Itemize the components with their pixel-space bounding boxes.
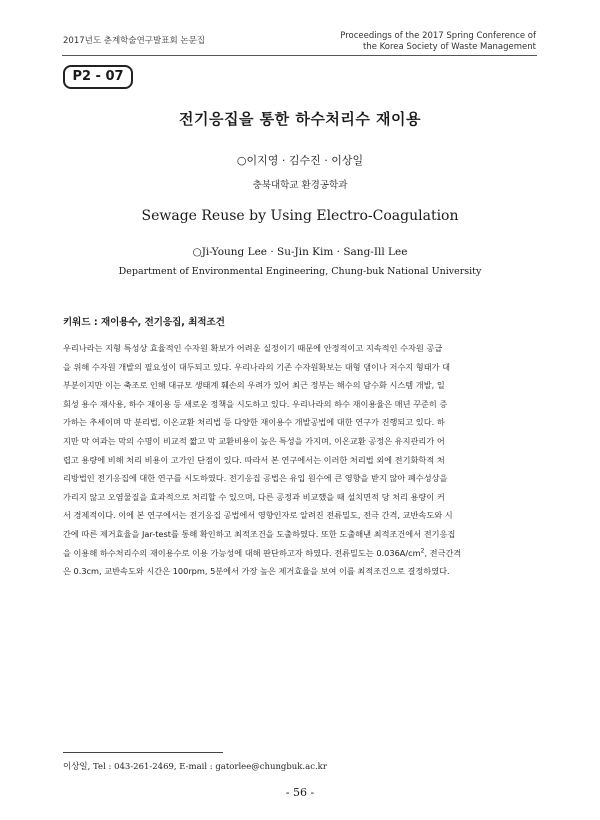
abstract-line: 우리나라는 지형 특성상 효율적인 수자원 확보가 어려운 실정이기 때문에 안정적이고 지속적인 수자원 공급 — [63, 343, 443, 353]
running-header-right — [316, 31, 536, 53]
footnote-contact: 이상일, Tel : 043-261-2469, E-mail : gatorlee@chungbuk.ac.kr — [63, 762, 327, 772]
running-header-right-line2: the Korea Society of Waste Management — [362, 42, 536, 52]
abstract-line: 을 위해 수자원 개발의 필요성이 대두되고 있다. 우리나라의 기존 수자원확보는 대형 댐이나 저수지 형태가 대 — [63, 361, 451, 372]
abstract-line: 은 0.3cm, 교반속도와 시간은 100rpm, 5분에서 가장 높은 제거효율을 보여 이를 최적조건으로 결정하였다. — [63, 566, 450, 577]
abstract-body — [63, 339, 538, 581]
authors-english: ○Ji-Young Lee · Su-Jin Kim · Sang-Ill Lee — [192, 246, 408, 258]
running-header-left: 2017년도 춘계학술연구발표회 논문집 — [63, 36, 205, 46]
affiliation-korean: 충북대학교 환경공학과 — [252, 180, 348, 191]
abstract-line: 부분이지만 이는 축조로 인해 대규모 생태계 훼손의 우려가 있어 최근 정부는 해수의 담수화 시스템 개발, 일 — [63, 380, 445, 391]
abstract-line-tail: , 전극간격 — [424, 547, 462, 558]
abstract-line: 서 경제적이다. 이에 본 연구에서는 전기응집 공법에서 영향인자로 알려진 전류밀도, 전극 간격, 교반속도와 시 — [63, 510, 453, 521]
abstract-line: 가하는 추세이며 막 분리법, 이온교환 처리법 등 다양한 재이용수 개발공법에 대한 연구가 진행되고 있다. 하 — [63, 417, 445, 428]
title-korean: 전기응집을 통한 하수처리수 재이용 — [178, 110, 422, 128]
abstract-line: 회성 용수 재사용, 하수 재이용 등 새로운 정책을 시도하고 있다. 우리나라의 하수 재이용율은 매년 꾸준히 증 — [63, 398, 448, 409]
footnote-divider — [63, 752, 223, 753]
running-header-right-line1: Proceedings of the 2017 Spring Conference of — [340, 31, 536, 41]
authors-korean: ○이지영 · 김수진 · 이상일 — [236, 154, 364, 167]
abstract-line: 리방법인 전기응집에 대한 연구를 시도하였다. 전기응집 공법은 유입 원수에 큰 영향을 받지 않아 폐수성상을 — [63, 473, 448, 484]
paper-code-badge: P2 - 07 — [63, 65, 133, 89]
abstract-line: 렵고 용량에 비해 처리 비용이 고가인 단점이 있다. 따라서 본 연구에서는 이러한 처리법 외에 전기화학적 처 — [63, 454, 445, 465]
abstract-line: 지만 막 여과는 막의 수명이 비교적 짧고 막 교환비용이 높은 특성을 가지며, 이온교환 공정은 유지관리가 어 — [63, 435, 445, 446]
abstract-line: 간에 따른 제거효율을 Jar-test를 통해 확인하고 최적조건을 도출하였다. 또한 도출해낸 최적조건에서 전기응집 — [63, 528, 456, 539]
header-divider — [62, 55, 537, 56]
keywords: 키워드 : 재이용수, 전기응집, 최적조건 — [63, 317, 225, 328]
abstract-line-text: 을 이용해 하수처리수의 재이용수로 이용 가능성에 대해 판단하고자 하였다. 전류밀도는 0.036A/cm — [63, 547, 421, 558]
abstract-line: 가리지 않고 오염물질을 효과적으로 처리할 수 있으며, 다른 공정과 비교했을 때 설치면적 당 처리 용량이 커 — [63, 491, 445, 502]
title-english: Sewage Reuse by Using Electro-Coagulation — [141, 208, 459, 224]
page-number: - 56 - — [285, 786, 315, 799]
abstract-line — [63, 544, 538, 563]
superscript: 2 — [420, 546, 425, 554]
affiliation-english: Department of Environmental Engineering, Chung-buk National University — [118, 266, 482, 277]
